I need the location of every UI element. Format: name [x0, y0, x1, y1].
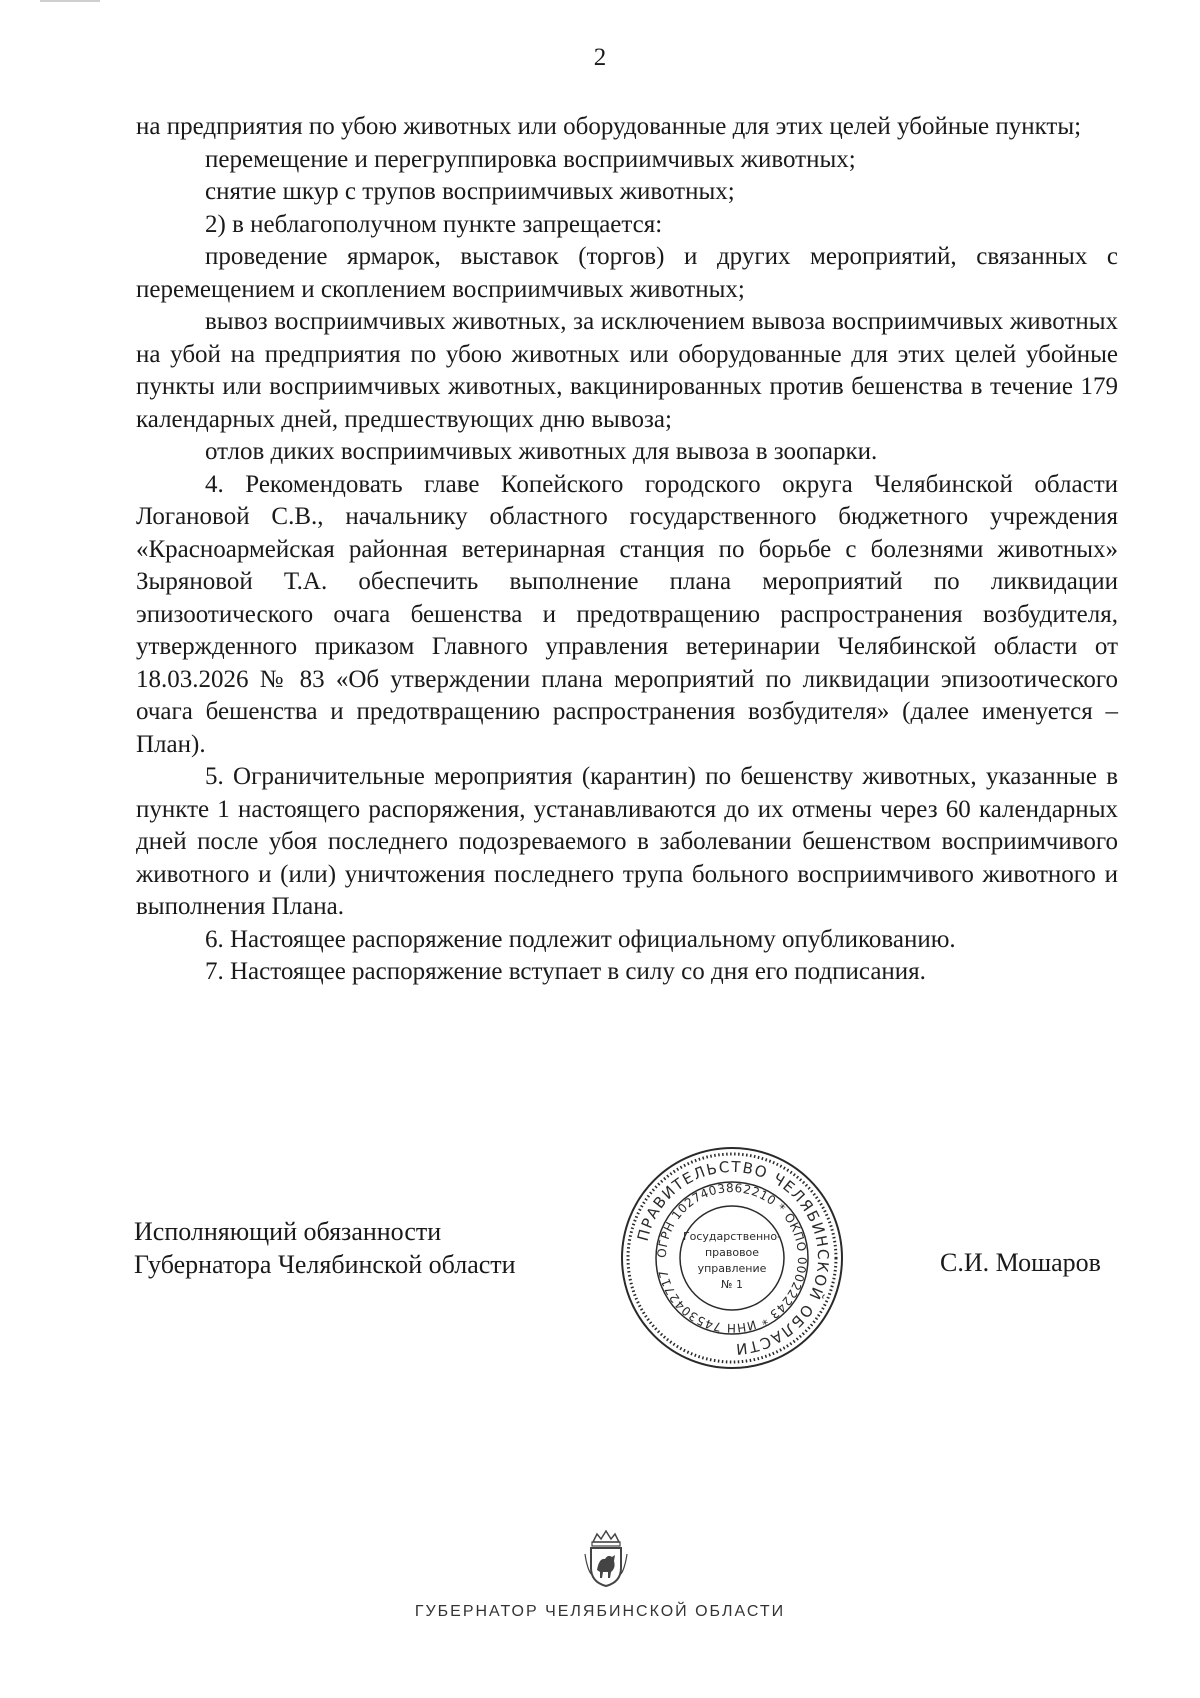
stamp-center-line: № 1 — [721, 1278, 743, 1291]
scan-corner-mark — [40, 0, 100, 2]
coat-of-arms-icon — [581, 1528, 631, 1588]
signatory-name: С.И. Мошаров — [940, 1248, 1101, 1277]
stamp-center-line: управление — [697, 1262, 767, 1275]
paragraph: 7. Настоящее распоряжение вступает в силу со дня его подписания. — [205, 958, 926, 985]
signatory-title-line: Губернатора Челябинской области — [134, 1250, 516, 1279]
paragraph: снятие шкур с трупов восприимчивых животных; — [205, 178, 735, 205]
stamp-outer-text: ПРАВИТЕЛЬСТВО ЧЕЛЯБИНСКОЙ ОБЛАСТИ — [633, 1157, 833, 1359]
stamp-center-line: правовое — [704, 1246, 760, 1259]
paragraph: проведение ярмарок, выставок (торгов) и других мероприятий, связанных с перемещением и скоплением восприимчивых животных; — [136, 243, 1118, 303]
signatory-title — [134, 1215, 516, 1281]
paragraph: 6. Настоящее распоряжение подлежит официальному опубликованию. — [205, 925, 956, 953]
stamp-center-line: Государственно- — [682, 1230, 782, 1243]
body-text — [136, 111, 1118, 989]
paragraph: отлов диких восприимчивых животных для вывоза в зоопарки. — [205, 438, 878, 465]
official-seal-stamp — [618, 1144, 846, 1372]
paragraph: 5. Ограничительные мероприятия (карантин) по бешенству животных, указанные в пункте 1 настоящего распоряжения, устанавливаются до их отмены через 60 календарных дней после убоя последнего подозреваемого в заболевании бешенством восприимчивого животного и (или) уничтожения последнего трупа больного восприимчивого животного и выполнения Плана. — [136, 763, 1118, 920]
signatory-title-line: Исполняющий обязанности — [134, 1217, 442, 1246]
paragraph: перемещение и перегруппировка восприимчивых животных; — [205, 145, 856, 173]
paragraph: на предприятия по убою животных или оборудованные для этих целей убойные пункты; — [136, 113, 1082, 140]
page-number: 2 — [593, 44, 607, 71]
footer-letterhead: ГУБЕРНАТОР ЧЕЛЯБИНСКОЙ ОБЛАСТИ — [414, 1603, 786, 1620]
paragraph: 2) в неблагополучном пункте запрещается: — [205, 210, 663, 238]
paragraph: 4. Рекомендовать главе Копейского городского округа Челябинской области Логановой С.В., начальнику областного государственного бюджетного учреждения «Красноармейская районная ветеринарная станция по борьбе с болезнями животных» Зыряновой Т.А. обеспечить выполнение плана мероприятий по ликвидации эпизоотического очага бешенства и предотвращению распространения возбудителя, утвержденного приказом Главного управления ветеринарии Челябинской области от 18.03.2026 № 83 «Об утверждении плана мероприятий по ликвидации эпизоотического очага бешенства и предотвращению распространения возбудителя» (далее именуется – План). — [136, 470, 1118, 758]
paragraph: вывоз восприимчивых животных, за исключением вывоза восприимчивых животных на убой на предприятия по убою животных или оборудованные для этих целей убойные пункты или восприимчивых животных, вакцинированных против бешенства в течение 179 календарных дней, предшествующих дню вывоза; — [136, 308, 1118, 433]
stamp-ring-text: ОГРН 1027403862210 * ОКПО 00022243 * ИНН 7453042717 — [654, 1180, 810, 1336]
